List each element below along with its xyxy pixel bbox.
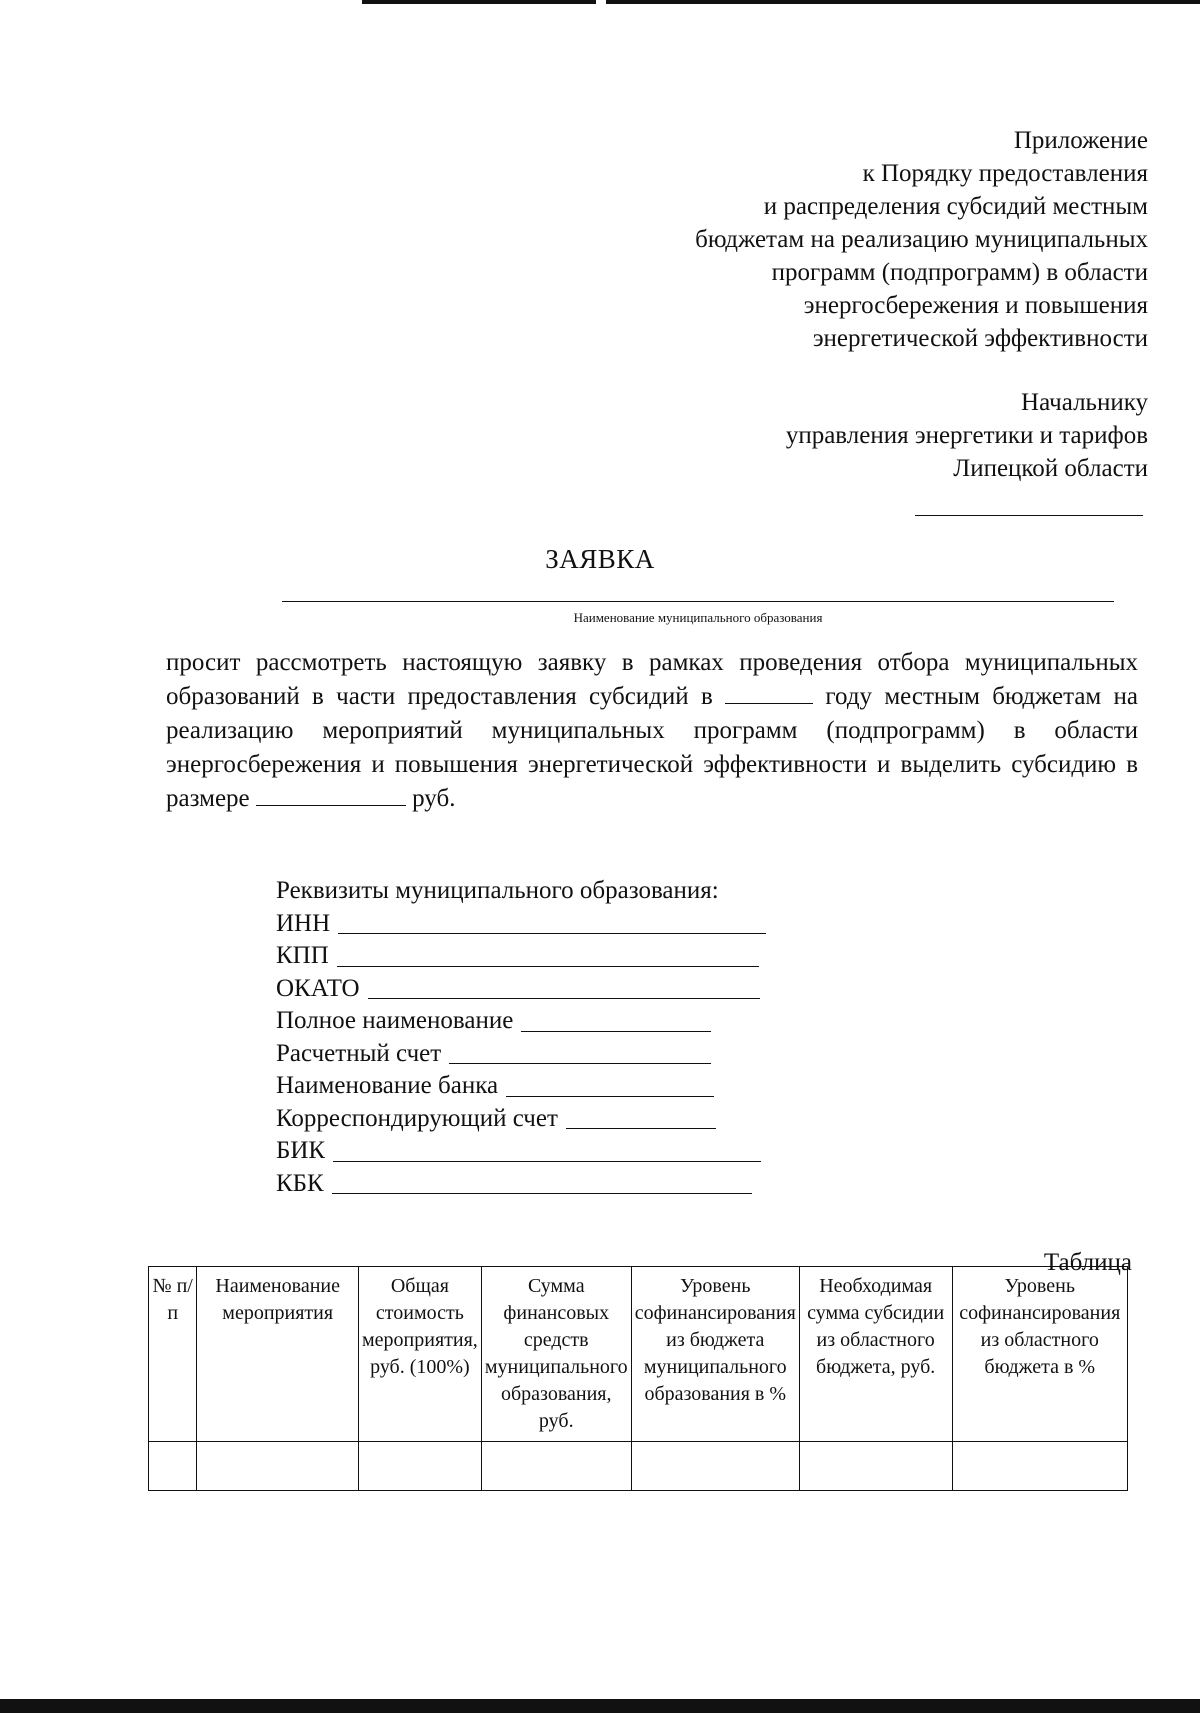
requisite-row-inn [276,908,766,941]
requisite-label: КПП [276,942,329,969]
requisite-row-okato [276,973,766,1006]
table-cell[interactable] [197,1442,359,1491]
addressee-line: Начальнику [1021,389,1148,416]
municipality-name-caption: Наименование муниципального образования [573,610,823,625]
table-cell[interactable] [481,1442,631,1491]
requisite-row-full-name [276,1005,766,1038]
requisites-block [276,875,766,1200]
appendix-line: бюджетам на реализацию муниципальных [695,226,1148,253]
request-paragraph [166,646,1138,816]
requisite-label: Корреспондирующий счет [276,1104,558,1132]
requisite-fill-line [449,1062,711,1064]
table-row [149,1442,1128,1491]
requisite-label: ИНН [276,909,331,937]
request-text-part3: руб. [412,785,456,812]
scan-bottom-edge [0,1699,1200,1713]
requisites-heading: Реквизиты муниципального образования: [276,877,719,904]
request-text-part2: году местным бюджетам на реализацию мероприятий муниципальных программ (подпрограмм) в области энергосбережения и повышения энергетической эффективности и выделить субсидию в размере [166,683,1139,812]
col-header-number: № п/п [149,1267,197,1442]
table-cell[interactable] [952,1442,1128,1491]
requisite-fill-line [368,997,760,999]
request-text-part1: просит рассмотреть настоящую заявку в рамках проведения отбора муниципальных образований в части предоставления субсидий в [166,649,1138,710]
requisite-fill-line [333,1160,761,1162]
requisite-label: Полное наименование [276,1007,514,1034]
requisite-fill-line [521,1030,711,1032]
appendix-line: энергетической эффективности [812,325,1148,352]
requisite-fill-line [566,1127,716,1129]
col-header-municipal-funds: Сумма финансовых средств муниципального образования, руб. [481,1267,631,1442]
requisite-fill-line [332,1192,752,1194]
scan-edge-mark [606,0,1200,4]
addressee-line: Липецкой области [953,455,1148,482]
appendix-line: к Порядку предоставления [862,160,1148,187]
col-header-required-subsidy: Необходимая сумма субсидии из областного бюджета, руб. [799,1267,952,1442]
addressee-signature-line [915,515,1143,516]
appendix-line: программ (подпрограмм) в области [771,259,1148,286]
appendix-line: энергосбережения и повышения [803,292,1148,319]
addressee-line: управления энергетики и тарифов [785,422,1148,449]
appendix-line: Приложение [1013,127,1148,154]
requisite-label: БИК [276,1137,326,1164]
requisite-row-bik [276,1135,766,1168]
requisite-label: Расчетный счет [276,1039,442,1067]
col-header-municipal-cofinancing: Уровень софинансирования из бюджета муниципального образования в % [631,1267,799,1442]
requisite-row-kbk [276,1168,766,1201]
appendix-block [695,124,1148,355]
year-blank [725,702,813,704]
col-header-regional-cofinancing: Уровень софинансирования из областного бюджета в % [952,1267,1128,1442]
requisite-row-corr-account [276,1103,766,1136]
table-cell[interactable] [799,1442,952,1491]
subsidy-table [148,1266,1128,1491]
requisite-fill-line [338,932,766,934]
requisite-label: Наименование банка [276,1072,499,1099]
document-title: ЗАЯВКА [545,544,655,574]
table-label: Таблица [1043,1249,1132,1276]
col-header-total-cost: Общая стоимость мероприятия, руб. (100%) [359,1267,482,1442]
table-cell[interactable] [149,1442,197,1491]
table-cell[interactable] [631,1442,799,1491]
requisite-fill-line [337,965,759,967]
municipality-name-line [282,601,1114,602]
requisite-row-bank [276,1070,766,1103]
requisite-row-account [276,1038,766,1071]
scan-edge-mark [362,0,596,4]
requisite-row-kpp [276,940,766,973]
amount-blank [256,804,406,806]
addressee-block [786,386,1148,485]
requisite-fill-line [506,1095,714,1097]
appendix-line: и распределения субсидий местным [763,193,1148,220]
requisite-label: КБК [276,1169,324,1197]
requisite-label: ОКАТО [276,974,360,1002]
table-cell[interactable] [359,1442,482,1491]
table-header-row [149,1267,1128,1442]
col-header-activity: Наименование мероприятия [197,1267,359,1442]
